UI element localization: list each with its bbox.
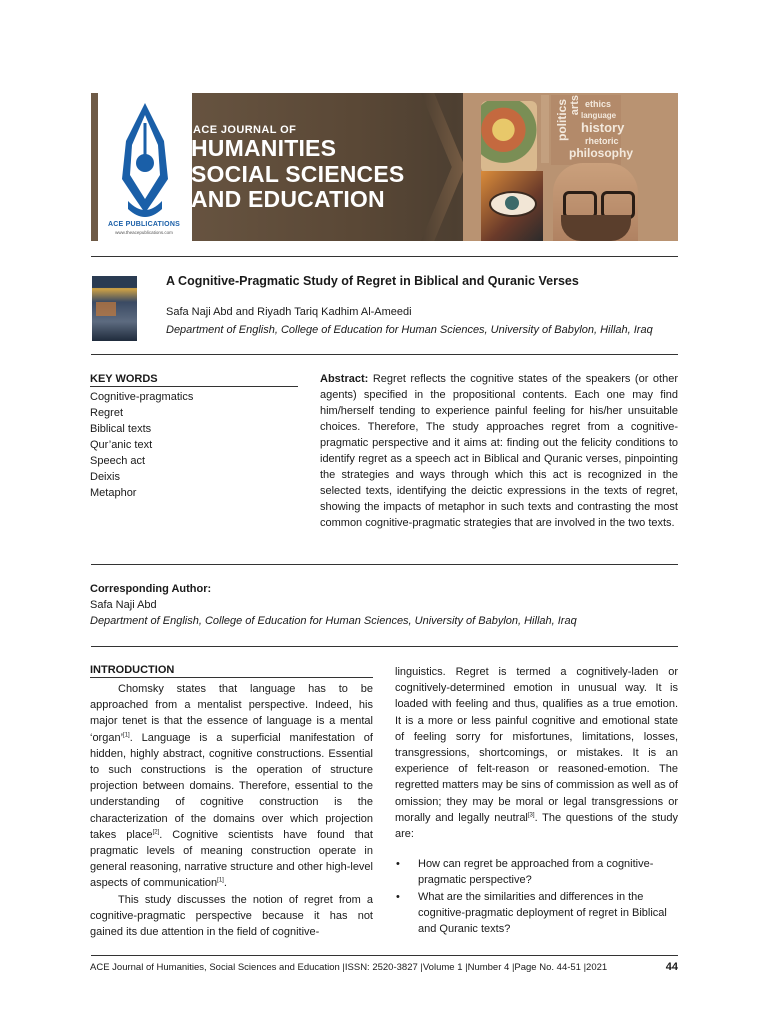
keywords-heading: KEY WORDS — [90, 373, 298, 387]
citation-ref: [1] — [217, 877, 224, 884]
text-run: linguistics. Regret is termed a cognitively-laden or cognitively-determined emotion in unusual way. It is loaded with feeling and thus, qualifies as a true emotion. It is a more or less painful cognitive and emotional state of feeling sorry for misfortunes, limitations, losses, transgressions, shortcomings, or mistakes. It is an experience of felt-reason or reasoned-emotion. The regretted matters may be sins of commission as well as of omission; they may be moral or legal transgressions or morally and legally neutral — [395, 666, 678, 824]
footer-rule — [91, 955, 678, 956]
page-footer — [90, 962, 678, 973]
keyword-item: Qur’anic text — [90, 439, 153, 451]
text-run: . The questions of the study are: — [395, 811, 678, 841]
footer-citation: ACE Journal of Humanities, Social Sciences and Education |ISSN: 2520-3827 |Volume 1 |Number 4 |Page No. 44-51 |2021 — [90, 962, 608, 973]
journal-title-small: ACE JOURNAL OF — [193, 124, 297, 136]
corresponding-author-affiliation: Department of English, College of Education for Human Sciences, University of Babylon, Hillah, Iraq — [90, 615, 577, 627]
text-run: Chomsky states that language has to be approached from a mentalist perspective. Indeed, his major tenet is that the essence of language is a mental ‘organ’ — [90, 683, 373, 744]
keyword-item: Cognitive-pragmatics — [90, 391, 194, 403]
collage-word-history: history — [581, 120, 625, 135]
author-affiliation: Department of English, College of Education for Human Sciences, University of Babylon, Hillah, Iraq — [166, 324, 653, 336]
corresponding-author-name: Safa Naji Abd — [90, 599, 157, 611]
collage-word-language: language — [581, 111, 617, 120]
abstract-text: Regret reflects the cognitive states of the speakers (or other agents) specified in the propositional contents. Each one may find him/herself tending to experience painful feeling for his/her unsuitable choices. Therefore, The study approaches regret from a cognitive-pragmatic perspective and it aims at: finding out the felicity conditions to identify regret as a speech act in Biblical and Quranic verses, pinpointing the strategies and ways through which this act is recognized in the selected texts, identifying the deictic expressions in the texts of regret, showing the impacts of metaphor in such texts and contrasting the most common cognitive-pragmatic strategies that are involved in the two texts. — [320, 373, 678, 529]
introduction-heading: INTRODUCTION — [90, 664, 373, 678]
collage-word-ethics: ethics — [585, 99, 612, 109]
page-number: 44 — [665, 961, 678, 973]
intro-paragraph-1 — [90, 681, 373, 892]
banner-collage — [463, 93, 678, 241]
keyword-item: Biblical texts — [90, 423, 152, 435]
collage-word-politics: politics — [555, 99, 569, 142]
collage-eye-icon — [489, 191, 537, 217]
text-run: . Language is a superficial manifestation of hidden, highly abstract, cognitive constructions. Essential to such constructions is the operation of structure projection between domains. Therefore, essential to the understanding of cognitive construction is the characterization of the domains over which projection takes place — [90, 731, 373, 841]
keyword-item: Metaphor — [90, 487, 137, 499]
journal-title-line2: SOCIAL SCIENCES — [191, 161, 405, 187]
divider-rule — [91, 564, 678, 565]
intro-paragraph-3 — [395, 664, 678, 842]
divider-rule — [91, 256, 678, 257]
abstract-label: Abstract: — [320, 373, 369, 385]
research-questions-list — [395, 856, 678, 937]
collage-word-philosophy: philosophy — [569, 146, 633, 160]
citation-ref: [3] — [527, 812, 535, 819]
keyword-item: Speech act — [90, 455, 146, 467]
journal-cover-thumbnail — [92, 276, 137, 341]
body-column-right — [395, 664, 678, 937]
keywords-list — [90, 389, 193, 501]
corresponding-author-heading: Corresponding Author: — [90, 583, 212, 595]
article-title: A Cognitive-Pragmatic Study of Regret in Biblical and Quranic Verses — [166, 274, 579, 288]
citation-ref: [2] — [152, 829, 160, 836]
research-question-item: • How can regret be approached from a cognitive-pragmatic perspective? — [395, 856, 678, 888]
intro-paragraph-2: This study discusses the notion of regret from a cognitive-pragmatic perspective because it has not gained its due attention in the field of cognitive- — [90, 893, 373, 939]
body-column-left — [90, 681, 373, 940]
divider-rule — [91, 354, 678, 355]
text-run: . — [223, 877, 227, 890]
collage-word-rhetoric: rhetoric — [585, 136, 619, 146]
keyword-item: Regret — [90, 407, 124, 419]
pen-nib-logo-icon — [108, 101, 182, 219]
article-authors: Safa Naji Abd and Riyadh Tariq Kadhim Al-Ameedi — [166, 306, 412, 318]
journal-banner — [91, 93, 678, 241]
collage-beard — [561, 215, 631, 241]
abstract — [320, 371, 678, 531]
collage-strip — [541, 95, 549, 163]
research-question-item: • What are the similarities and differences in the cognitive-pragmatic deployment of regret in Biblical and Quranic texts? — [395, 889, 678, 938]
citation-ref: [1] — [123, 731, 130, 738]
collage-word-arts: arts — [569, 95, 581, 116]
text-run: . Cognitive scientists have found that pragmatic levels of meaning construction operate in general reasoning, narrative structure and other high-level aspects of communication — [90, 828, 373, 890]
divider-rule — [91, 646, 678, 647]
publisher-url: www.theacepublications.com — [115, 230, 173, 235]
collage-fruit-tile — [481, 101, 537, 173]
keyword-item: Deixis — [90, 471, 120, 483]
publisher-name: ACE PUBLICATIONS — [108, 221, 180, 228]
journal-title-line1: HUMANITIES — [191, 135, 337, 161]
journal-title-line3: AND EDUCATION — [191, 186, 385, 212]
